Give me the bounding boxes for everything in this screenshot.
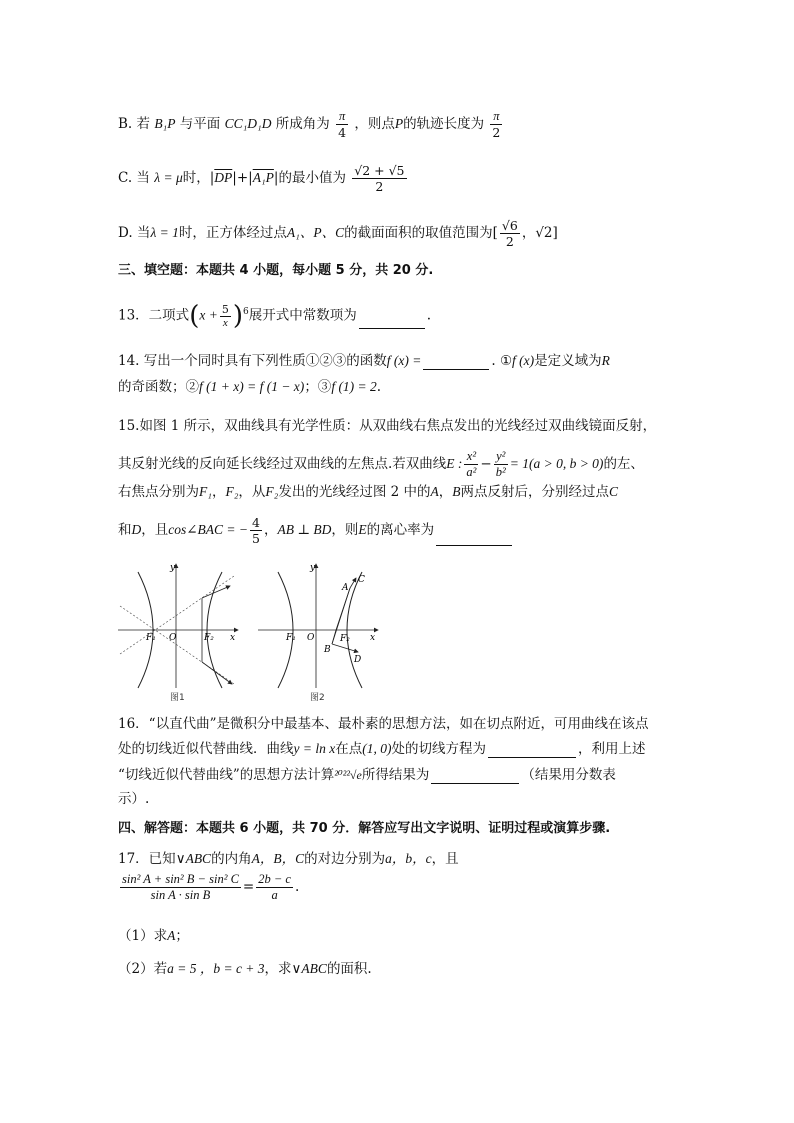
option-d: D. 当λ = 1时，正方体经过点A₁、P、C的截面面积的取值范围为[ $\frac{√6}{2}$ ，√2]	[118, 218, 558, 249]
reflected-down	[202, 662, 232, 684]
angle-fraction: $\frac{\pi}{4}$	[338, 109, 347, 140]
answer-blank-16a[interactable]	[488, 745, 576, 758]
q13-fraction: $\frac{5}{x}$	[221, 302, 229, 329]
answer-blank-15[interactable]	[436, 533, 512, 546]
f1-label: F₁	[146, 633, 156, 643]
y-label: y	[310, 563, 316, 573]
question-16-line-2: 处的切线近似代替曲线．曲线y = ln x在点(1, 0)处的切线方程为 ，利用上述	[118, 741, 646, 757]
question-15-line-2: 其反射光线的反向延长线经过双曲线的左焦点.若双曲线E : $\frac{\text{x²}}{\text{a²}}$ − $\frac{\text{y²}}{\text{b²}}$ = 1(a > 0, b > 0)的左、	[118, 449, 644, 479]
question-15-line-4: 和D，且cos∠BAC = − $\frac{4}{5}$ ，AB ⊥ BD，则E的离心率为	[118, 515, 514, 546]
vector-dp: $\overline{DP}$	[214, 170, 233, 185]
answer-blank-13[interactable]	[359, 316, 425, 329]
answer-blank-16b[interactable]	[431, 771, 519, 784]
b1p-symbol: B₁P	[154, 116, 176, 131]
x-label: x	[230, 633, 236, 643]
section-3-heading: 三、填空题：本题共 4 小题，每小题 5 分，共 20 分.	[118, 263, 434, 278]
figure-2-caption: 图2	[310, 693, 325, 703]
figure-1-hyperbola	[118, 560, 246, 690]
question-17-part-2: （2）若a = 5 ，b = c + 3，求∨ABC的面积.	[118, 961, 372, 977]
question-17-part-1: （1）求A；	[118, 928, 189, 944]
f1-label: F₁	[286, 633, 296, 643]
c-label: C	[358, 575, 365, 585]
question-15-line-3: 右焦点分别为F₁，F₂，从F₂发出的光线经过图 2 中的A，B两点反射后，分别经过点C	[118, 484, 619, 500]
origin-label: O	[169, 633, 177, 643]
figure-2-hyperbola	[258, 560, 386, 690]
option-b: B. 若 B₁P 与平面 CC₁D₁D 所成角为 $\frac{\pi}{4}$ ，则点P的轨迹长度为 $\frac{\pi}{2}$	[118, 109, 501, 140]
reflected-d	[332, 644, 358, 652]
lhs-fraction: $\frac{\text{sin² A + sin² B − sin² C}}{\text{sin A · sin B}}$	[122, 872, 239, 902]
origin-label: O	[307, 633, 315, 643]
f2-label: F₂	[340, 634, 350, 644]
asymptote-1	[120, 606, 234, 684]
plane-symbol: CC₁D₁D	[224, 116, 272, 131]
question-17-equation: $\frac{\text{sin² A + sin² B − sin² C}}{\text{sin A · sin B}}$ = $\frac{2b - c}{a}$ .	[122, 872, 300, 902]
question-16-line-3: “切线近似代替曲线”的思想方法计算²⁰²²√e所得结果为 （结果用分数表	[118, 767, 616, 783]
min-value-fraction: $\frac{√2 + √5}{2}$	[354, 163, 405, 194]
d-label: D	[354, 655, 362, 665]
section-4-heading: 四、解答题：本题共 6 小题，共 70 分．解答应写出文字说明、证明过程或演算步骤.	[118, 821, 611, 836]
range-low-fraction: $\frac{√6}{2}$	[501, 218, 518, 249]
question-14-line-1: 14. 写出一个同时具有下列性质①②③的函数f (x) = . ①f (x)是定义域为R	[118, 353, 610, 369]
rhs-fraction: $\frac{2b - c}{a}$	[258, 872, 291, 902]
vector-a1p: A₁P	[252, 170, 274, 185]
cos-fraction: $\frac{4}{5}$	[252, 515, 260, 546]
asymptote-2	[120, 576, 234, 654]
question-16-line-1: 16．“以直代曲”是微积分中最基本、最朴素的思想方法，如在切点附近，可用曲线在该点	[118, 716, 649, 732]
y-label: y	[170, 563, 176, 573]
question-16-line-4: 示）.	[118, 791, 150, 807]
answer-blank-14[interactable]	[423, 357, 489, 370]
question-15-line-1: 15.如图 1 所示，双曲线具有光学性质：从双曲线右焦点发出的光线经过双曲线镜面反射，	[118, 418, 657, 434]
length-fraction: $\frac{\pi}{2}$	[492, 109, 501, 140]
x-label: x	[370, 633, 376, 643]
option-c: C. 当 λ = μ时，$|\overline{DP}|+|A_1P|$的最小值为 $\frac{√2 + √5}{2}$	[118, 163, 405, 194]
a-label: A	[342, 583, 349, 593]
b-label: B	[324, 645, 331, 655]
question-14-line-2: 的奇函数；②f (1 + x) = f (1 − x)；③f (1) = 2.	[118, 379, 382, 395]
f2-label: F₂	[204, 633, 214, 643]
reflected-up	[202, 586, 230, 598]
figure-1-caption: 图1	[170, 693, 185, 703]
question-13: 13．二项式(x + $\frac{5}{x}$ )$^6$展开式中常数项为 .	[118, 301, 432, 331]
question-17-line-1: 17．已知∨ABC的内角A，B，C的对边分别为a，b，c，且	[118, 851, 459, 867]
